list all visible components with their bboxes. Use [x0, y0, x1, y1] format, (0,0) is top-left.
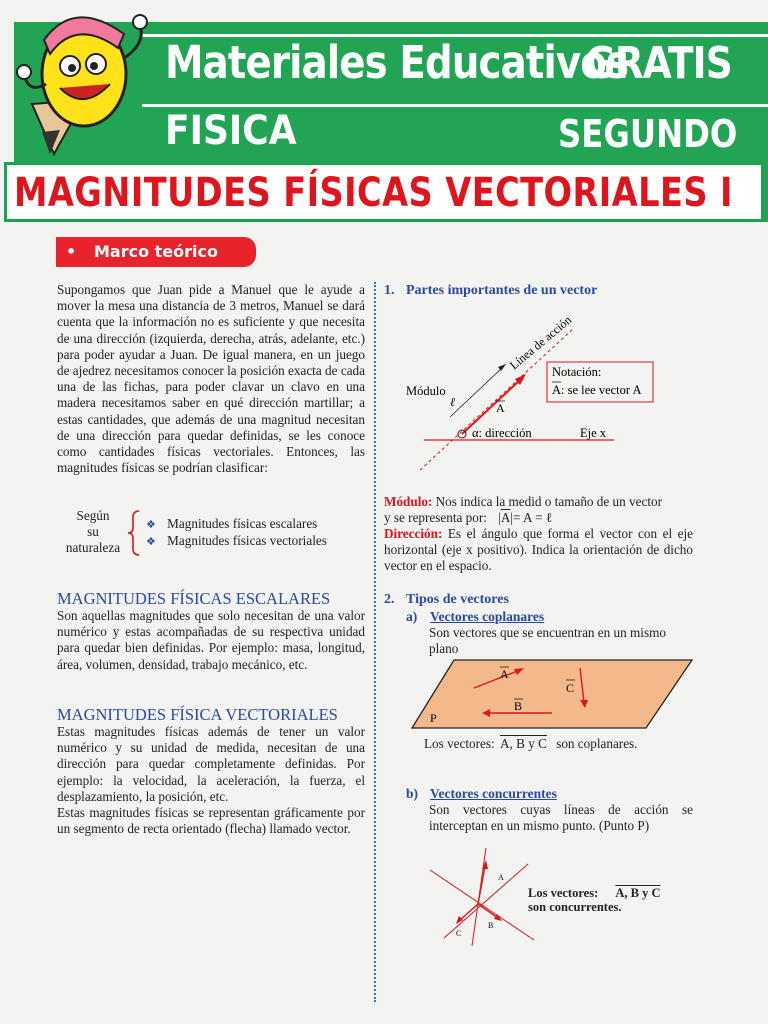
- page-title: MAGNITUDES FÍSICAS VECTORIALES I: [14, 170, 733, 216]
- coplanar-caption: [424, 736, 694, 752]
- direccion-label: Dirección:: [384, 526, 443, 541]
- classification-item-text: Magnitudes físicas vectoriales: [167, 533, 327, 548]
- modulo-definition: [384, 494, 694, 510]
- classification-item: [146, 533, 327, 549]
- modulo-def-label: Módulo:: [384, 494, 433, 509]
- subject-label: FISICA: [165, 108, 297, 154]
- grade-label: SEGUNDO: [558, 112, 738, 156]
- coplanar-figure: [408, 656, 698, 730]
- concurrent-a-label: A: [498, 873, 504, 882]
- vector-paragraph-2: Estas magnitudes físicas se representan gráficamente por un segmento de recta orientado (flecha) llamado vector.: [57, 805, 365, 837]
- concurrent-caption-line1: [528, 886, 698, 900]
- classification-label-line: Según: [76, 508, 110, 523]
- subsection-b-label: b): [406, 786, 419, 801]
- plane-p-label: P: [430, 711, 437, 725]
- scalar-heading: MAGNITUDES FÍSICAS ESCALARES: [57, 589, 331, 608]
- section-1-title: Partes importantes de un vector: [406, 283, 598, 298]
- vector-a-label: A: [496, 401, 505, 415]
- subsection-a-label: a): [406, 609, 418, 624]
- coplanar-caption-vectors: A, B y C: [499, 736, 547, 751]
- classification-item-text: Magnitudes físicas escalares: [167, 516, 318, 531]
- direccion-definition: [384, 526, 693, 575]
- notation-text: : se lee vector A: [561, 383, 642, 397]
- notation-title: Notación:: [552, 365, 602, 379]
- vector-paragraph: Estas magnitudes físicas además de tener un valor numérico y su unidad de medida, necesitan de una dirección para quedar completamente definidas. Por ejemplo: la velocidad, la aceleración, la fuerza, el desplazamiento, la posición, etc.: [57, 724, 365, 804]
- axis-x-label: Eje x: [580, 426, 607, 440]
- brand-gratis: GRATIS: [585, 38, 732, 89]
- vector-heading: MAGNITUDES FÍSICA VECTORIALES: [57, 705, 338, 724]
- concurrent-c-label: C: [456, 929, 462, 938]
- classification-item: [146, 516, 317, 532]
- curly-brace-icon: [126, 510, 142, 556]
- section-pill: [56, 237, 256, 267]
- intro-paragraph: Supongamos que Juan pide a Manuel que le ayude a mover la mesa una distancia de 3 metros, Manuel se dará cuenta que la información no es suficiente y que necesita de una dirección (izquierda, derecha, atrás, adelante, etc.) para poder ayudar a Juan. De igual manera, en un juego de ajedrez necesitamos conocer la posición exacta de cada una de las fichas, para poder clavar un clavo en una madera necesitamos saber en qué dirección martillar; a estas cantidades, que además de una magnitud necesitan de una dirección para quedar definidas, se les conoce como cantidades físicas vectoriales. Entonces, las magnitudes físicas se podrían clasificar:: [57, 282, 365, 476]
- subsection-b-text: Son vectores cuyas líneas de acción se interceptan en un mismo punto. (Punto P): [429, 802, 693, 834]
- pill-bullet: •: [66, 242, 77, 261]
- vector-parts-figure: [384, 300, 664, 475]
- pencil-mascot-icon: [14, 4, 154, 162]
- concurrent-caption-vectors: A, B y C: [615, 886, 661, 900]
- pill-label: Marco teórico: [94, 242, 218, 261]
- modulo-formula-bars: $|\overline{A}|=$: [498, 510, 524, 525]
- coplanar-c-label: C: [566, 681, 575, 695]
- modulo-representation: [384, 510, 694, 526]
- subsection-b-title-text: Vectores concurrentes: [430, 786, 557, 801]
- scalar-paragraph: Son aquellas magnitudes que solo necesitan de una valor numérico y estas acompañadas de su respectiva unidad para quedar bien definidas. Por ejemplo: masa, longitud, área, volumen, densidad, trabajo mecánico, etc.: [57, 608, 365, 672]
- action-line-label: Línea de acción: [506, 312, 575, 373]
- concurrent-caption-post: son concurrentes.: [528, 900, 622, 914]
- header-stripe-middle: [142, 104, 768, 107]
- ell-label: ℓ: [450, 395, 455, 409]
- subsection-b-title: [430, 786, 557, 802]
- classification-label: [58, 508, 128, 556]
- column-divider: [374, 282, 376, 1002]
- modulo-rep-text: y se representa por:: [384, 510, 487, 525]
- subsection-a-title: [430, 609, 544, 625]
- subsection-a-title-text: Vectores coplanares: [430, 609, 545, 624]
- coplanar-a-label: A: [500, 667, 509, 681]
- coplanar-b-label: B: [514, 699, 523, 713]
- direccion-text: Es el ángulo que forma el vector con el eje horizontal (eje x positivo). Indica la orientación de dicho vector en el espacio.: [384, 526, 693, 574]
- concurrent-b-label: B: [488, 921, 494, 930]
- section-2-number: 2.: [384, 592, 395, 607]
- classification-label-line: naturaleza: [65, 540, 121, 555]
- concurrent-caption: [528, 886, 698, 914]
- coplanar-caption-post: son coplanares.: [556, 736, 638, 751]
- diamond-bullet-icon: ❖: [146, 536, 156, 548]
- modulo-label: Módulo: [406, 384, 446, 398]
- coplanar-caption-pre: Los vectores:: [424, 736, 495, 751]
- modulo-formula: A = ℓ: [523, 510, 553, 525]
- notation-a: A: [552, 383, 562, 397]
- modulo-def-text: Nos indica la medid o tamaño de un vector: [435, 494, 662, 509]
- section-1-number: 1.: [384, 283, 395, 298]
- section-2-title: Tipos de vectores: [406, 592, 509, 607]
- classification-label-line: su: [87, 524, 99, 539]
- diamond-bullet-icon: ❖: [146, 519, 156, 531]
- concurrent-caption-pre: Los vectores:: [528, 886, 599, 900]
- alpha-label: α: dirección: [472, 426, 532, 440]
- subsection-a-text: Son vectores que se encuentran en un mismo plano: [429, 625, 666, 657]
- classification-block: [58, 508, 358, 558]
- brand-title: Materiales Educativos: [165, 36, 629, 89]
